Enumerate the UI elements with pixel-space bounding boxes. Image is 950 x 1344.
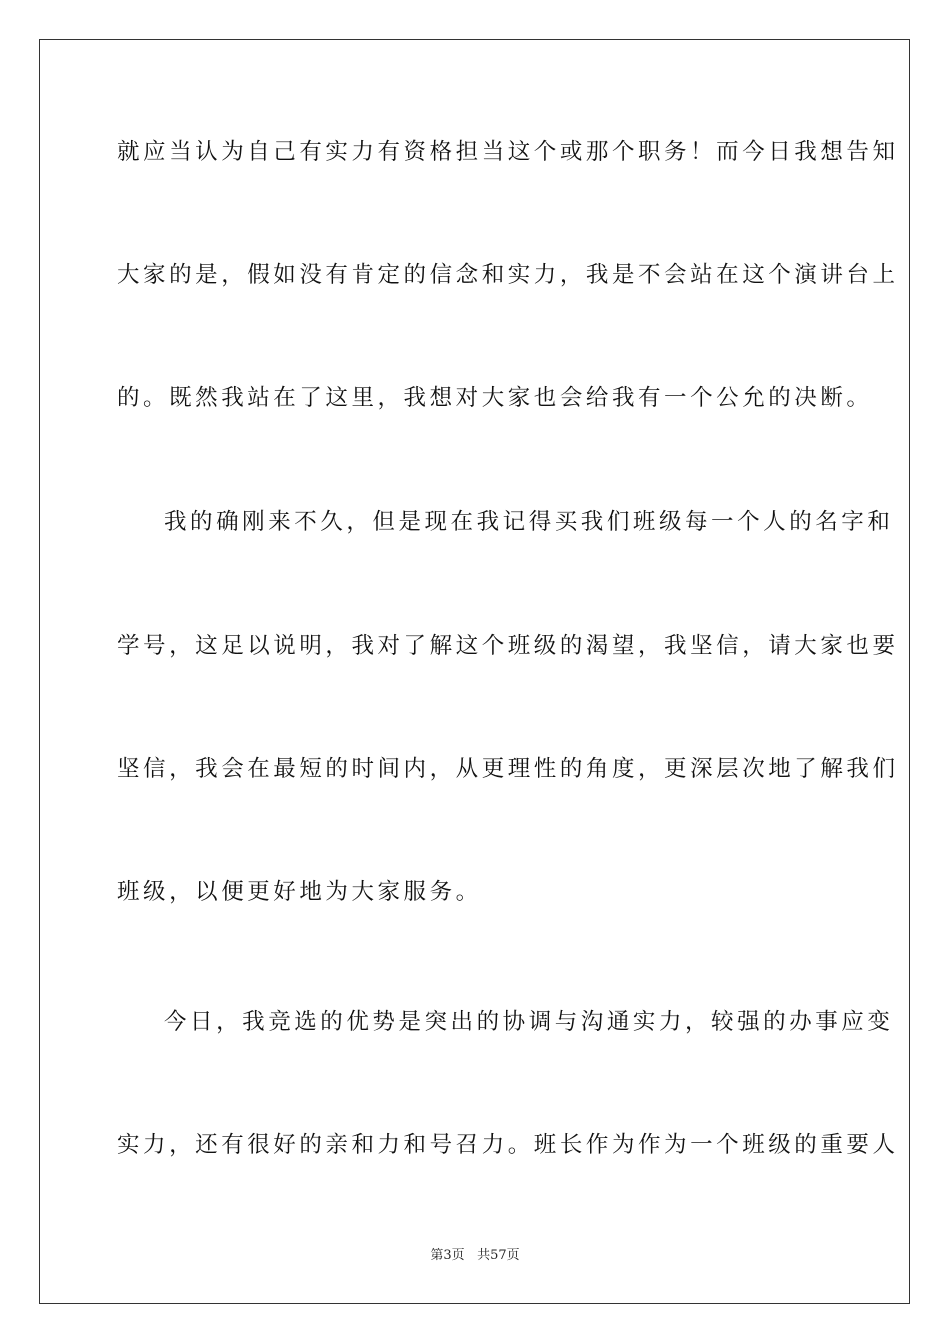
page-border xyxy=(39,39,910,1304)
paragraph-first-line: 我的确刚来不久，但是现在我记得买我们班级每一个人的名字和 xyxy=(164,509,894,535)
page-number: 第3页 xyxy=(430,1248,465,1263)
page-footer xyxy=(0,1248,950,1264)
total-pages: 共57页 xyxy=(477,1248,520,1263)
paragraph-line: 的。既然我站在了这里，我想对大家也会给我有一个公允的决断。 xyxy=(117,385,873,411)
paragraph-first-line: 今日，我竞选的优势是突出的协调与沟通实力，较强的办事应变 xyxy=(164,1009,894,1035)
paragraph-line: 就应当认为自己有实力有资格担当这个或那个职务！而今日我想告知 xyxy=(117,139,899,165)
paragraph-line: 班级，以便更好地为大家服务。 xyxy=(117,879,482,905)
paragraph-line: 学号，这足以说明，我对了解这个班级的渴望，我坚信，请大家也要 xyxy=(117,633,899,659)
paragraph-line: 坚信，我会在最短的时间内，从更理性的角度，更深层次地了解我们 xyxy=(117,756,899,782)
paragraph-line: 实力，还有很好的亲和力和号召力。班长作为作为一个班级的重要人 xyxy=(117,1132,899,1158)
paragraph-line: 大家的是，假如没有肯定的信念和实力，我是不会站在这个演讲台上 xyxy=(117,262,899,288)
